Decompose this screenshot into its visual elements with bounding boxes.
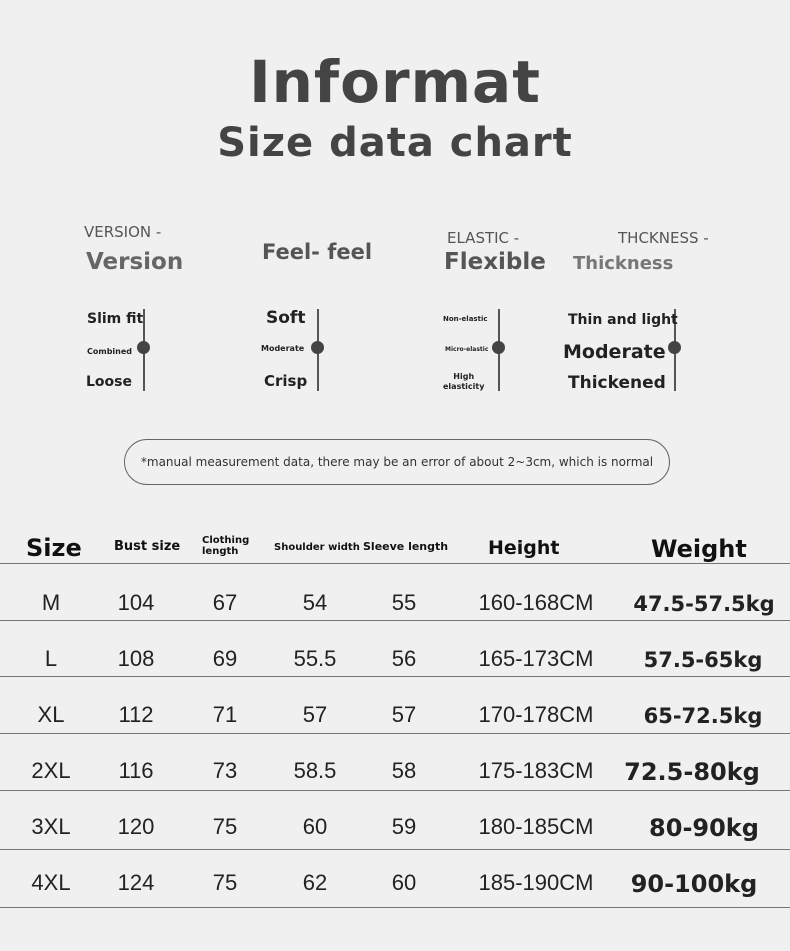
header-sleeve: Sleeve length <box>363 540 449 553</box>
cell-length: 75 <box>212 870 238 895</box>
header-clothing-length <box>202 535 249 557</box>
feel-label: Feel- feel <box>262 240 373 264</box>
version-option-combined: Combined <box>87 347 133 356</box>
cell-length: 67 <box>212 590 238 615</box>
table-divider <box>0 849 790 850</box>
header-height: Height <box>488 537 560 559</box>
cell-height: 175-183CM <box>478 758 594 783</box>
thickness-indicator-dot <box>668 341 681 354</box>
elastic-option-micro-elastic: Micro-elastic <box>445 346 489 353</box>
cell-size: 3XL <box>31 814 71 839</box>
header-size: Size <box>26 534 82 562</box>
cell-weight: 47.5-57.5kg <box>633 592 775 616</box>
thickness-label-small: THCKNESS - <box>618 229 709 247</box>
cell-height: 165-173CM <box>478 646 594 671</box>
version-option-slim-fit: Slim fit <box>87 311 144 327</box>
thickness-option-moderate: Moderate <box>563 341 666 363</box>
cell-weight: 90-100kg <box>630 870 758 898</box>
version-option-loose: Loose <box>86 374 132 390</box>
header-weight: Weight <box>651 535 747 563</box>
cell-weight: 57.5-65kg <box>643 648 763 672</box>
cell-shoulder: 55.5 <box>293 646 337 671</box>
table-divider <box>0 676 790 677</box>
version-label: Version <box>86 249 184 275</box>
header-shoulder: Shoulder width <box>274 542 360 553</box>
cell-size: 2XL <box>31 758 71 783</box>
cell-size: M <box>41 590 61 615</box>
cell-weight: 80-90kg <box>649 814 759 842</box>
measurement-note <box>124 439 670 485</box>
thickness-label: Thickness <box>573 253 674 274</box>
feel-option-soft: Soft <box>266 308 306 328</box>
cell-bust: 120 <box>117 814 155 839</box>
cell-bust: 104 <box>117 590 155 615</box>
elastic-option-non-elastic: Non-elastic <box>443 315 488 323</box>
table-divider <box>0 907 790 908</box>
cell-shoulder: 58.5 <box>293 758 337 783</box>
cell-bust: 112 <box>118 702 154 727</box>
elastic-label: Flexible <box>444 249 546 275</box>
feel-option-moderate: Moderate <box>261 344 305 353</box>
cell-length: 75 <box>212 814 238 839</box>
table-divider <box>0 790 790 791</box>
cell-sleeve: 55 <box>391 590 417 615</box>
feel-option-crisp: Crisp <box>264 372 308 390</box>
cell-weight: 72.5-80kg <box>624 758 760 786</box>
cell-sleeve: 60 <box>391 870 417 895</box>
cell-bust: 116 <box>118 758 154 783</box>
elastic-option-high-elasticity: High elasticity <box>443 372 485 391</box>
cell-shoulder: 54 <box>302 590 328 615</box>
table-divider <box>0 563 790 564</box>
thickness-option-thin-light: Thin and light <box>568 312 678 328</box>
feel-indicator-dot <box>311 341 324 354</box>
cell-shoulder: 60 <box>302 814 328 839</box>
measurement-note-text: *manual measurement data, there may be an error of about 2~3cm, which is normal <box>140 455 654 469</box>
elastic-label-small: ELASTIC - <box>447 229 520 247</box>
cell-height: 185-190CM <box>478 870 594 895</box>
header-bust: Bust size <box>114 539 181 554</box>
cell-weight: 65-72.5kg <box>643 704 763 728</box>
thickness-option-thickened: Thickened <box>568 373 666 393</box>
table-divider <box>0 620 790 621</box>
header-clothing-line2: length <box>202 546 239 557</box>
elastic-indicator-dot <box>492 341 505 354</box>
table-divider <box>0 733 790 734</box>
cell-sleeve: 59 <box>391 814 417 839</box>
cell-height: 160-168CM <box>478 590 594 615</box>
cell-sleeve: 58 <box>391 758 417 783</box>
cell-size: XL <box>37 702 65 727</box>
cell-shoulder: 62 <box>302 870 328 895</box>
cell-size: 4XL <box>31 870 71 895</box>
cell-bust: 108 <box>117 646 155 671</box>
cell-height: 180-185CM <box>478 814 594 839</box>
header-clothing-line1: Clothing <box>202 535 250 546</box>
cell-length: 69 <box>212 646 238 671</box>
page-title: Informat <box>249 48 541 116</box>
version-label-small: VERSION - <box>84 223 162 241</box>
cell-sleeve: 57 <box>391 702 417 727</box>
cell-shoulder: 57 <box>302 702 328 727</box>
cell-sleeve: 56 <box>391 646 417 671</box>
cell-bust: 124 <box>117 870 155 895</box>
version-indicator-dot <box>137 341 150 354</box>
cell-size: L <box>44 646 58 671</box>
cell-height: 170-178CM <box>478 702 594 727</box>
page-subtitle: Size data chart <box>217 120 573 166</box>
cell-length: 71 <box>212 702 238 727</box>
cell-length: 73 <box>212 758 238 783</box>
